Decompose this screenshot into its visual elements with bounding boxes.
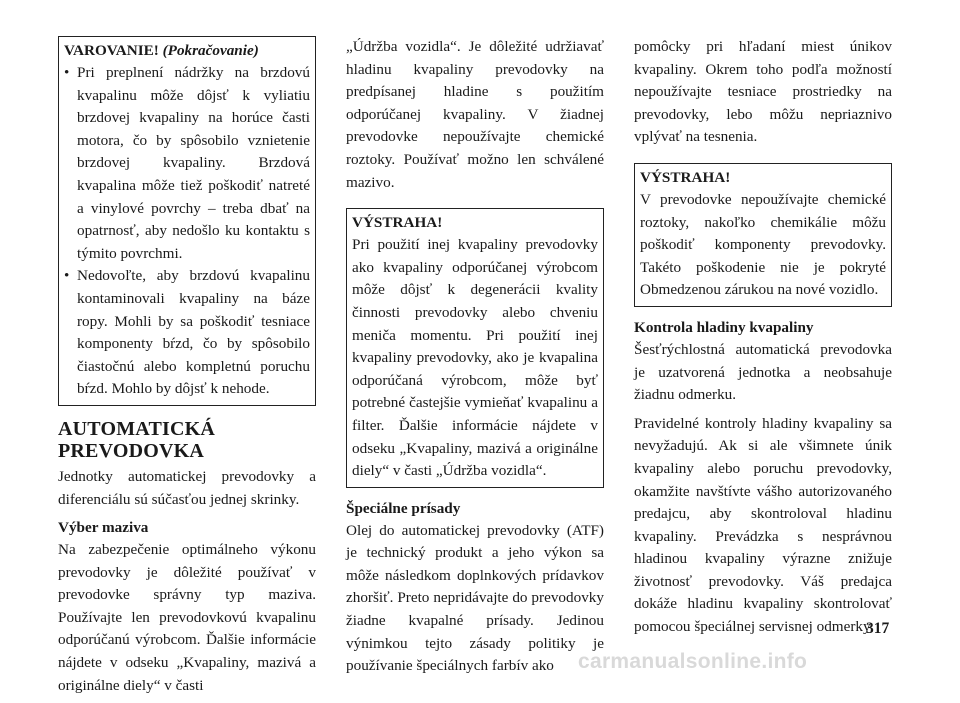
warning-bullet-list: [64, 62, 310, 401]
page-number: 317: [866, 620, 890, 637]
watermark-text: carmanualsonline.info: [578, 650, 808, 673]
caution-title: VÝSTRAHA!: [640, 168, 731, 186]
warning-label: VAROVANIE!: [64, 42, 159, 59]
paragraph-fluid-level-2: Pravidelné kontroly hladiny kvapaliny sa nevyžadujú. Ak si ale všimnete únik kvapaliny alebo poruchu prevodovky, okamžite navštívte vášho autorizovaného predajcu, aby skontroloval hladinu kvapaliny. Prevádzka s nesprávnou hladinou kvapaliny výrazne znižuje životnosť prevodovky. Váš predajca dokáže hladinu kvapaliny skontrolovať pomocou špeciálnej servisnej odmerky.: [634, 414, 892, 636]
paragraph-continued: pomôcky pri hľadaní miest únikov kvapaliny. Okrem toho podľa možností nepoužívajte tesniace prostriedky na prevodovky, lebo môžu nepriaznivo vplývať na tesnenia.: [634, 38, 892, 146]
caution-box: [346, 208, 604, 488]
subheading-lubricant: Výber maziva: [58, 519, 149, 537]
subheading-additives: Špeciálne prísady: [346, 499, 461, 517]
column-left: [58, 36, 316, 703]
warning-title: [64, 40, 310, 62]
column-middle: [346, 36, 604, 684]
section-intro: Jednotky automatickej prevodovky a diferenciálu sú súčasťou jednej skrinky.: [58, 467, 316, 508]
warning-continued-label: (Pokračovanie): [162, 42, 259, 59]
paragraph-lubricant: Na zabezpečenie optimálneho výkonu prevodovky je dôležité používať v prevodovke správny typ maziva. Používajte len prevodovkovú kvapalinu odporúčanú výrobcom. Ďalšie informácie nájdete v odseku „Kvapaliny, mazivá a originálne diely“ v časti: [58, 541, 316, 694]
paragraph-fluid-level-1: Šesťrýchlostná automatická prevodovka je uzatvorená jednotka a neobsahuje žiadnu odmerku.: [634, 340, 892, 404]
bullet-text: Pri preplnení nádržky na brzdovú kvapalinu môže dôjsť k vyliatiu brzdovej kvapaliny na horúce časti motora, čo by spôsobilo vznietenie brzdovej kvapaliny. Brzdová kvapalina môže tiež poškodiť natreté a vinylové povrchy – treba dbať na opatrnosť, aby nedošlo ku kontaktu s týmito povrchmi.: [77, 64, 310, 262]
section-heading: AUTOMATICKÁ PREVODOVKA: [58, 417, 216, 462]
bullet-text: Nedovoľte, aby brzdovú kvapalinu kontaminovali kvapaliny na báze ropy. Mohli by sa poškodiť tesniace komponenty bŕzd, čo by spôsobilo čiastočnú alebo kompletnú poruchu bŕzd. Mohlo by dôjsť k nehode.: [77, 267, 310, 398]
caution-title: VÝSTRAHA!: [352, 214, 443, 232]
warning-bullet-item: [64, 265, 310, 401]
bullet-icon: •: [64, 267, 70, 285]
caution-text: Pri použití inej kvapaliny prevodovky ako kvapaliny odporúčanej výrobcom môže dôjsť k degenerácii kvality činnosti prevodovky alebo chveniu meniča momentu. Pri použití inej kvapaliny prevodovky, ako je kvapalina odporúčaná výrobcom, môže byť potrebné častejšie vymieňať kvapalinu a filter. Ďalšie informácie nájdete v odseku „Kvapaliny, mazivá a originálne diely“ v časti „Údržba vozidla“.: [352, 236, 598, 480]
bullet-icon: •: [64, 64, 70, 81]
warning-box-continued: [58, 36, 316, 406]
subheading-fluid-level: Kontrola hladiny kvapaliny: [634, 318, 814, 336]
column-right: [634, 36, 892, 645]
paragraph-additives: Olej do automatickej prevodovky (ATF) je technický produkt a jeho výkon sa môže následkom doplnkových prídavkov zhoršiť. Preto nepridávajte do prevodovky žiadne kvapalné prísady. Jedinou výnimkou tejto zásady politiky je používanie špeciálnych farbív ako: [346, 521, 604, 675]
caution-text: V prevodovke nepoužívajte chemické roztoky, nakoľko chemikálie môžu poškodiť komponenty prevodovky. Takéto poškodenie nie je pokryté Obmedzenou zárukou na nové vozidlo.: [640, 190, 886, 299]
caution-box: [634, 163, 892, 307]
paragraph-continued: „Údržba vozidla“. Je dôležité udržiavať hladinu kvapaliny prevodovky na predpísanej hladine s použitím odporúčanej kvapaliny. V žiadnej prevodovke nepoužívajte chemické roztoky. Používať možno len schválené mazivo.: [346, 38, 604, 191]
warning-bullet-item: [64, 62, 310, 265]
